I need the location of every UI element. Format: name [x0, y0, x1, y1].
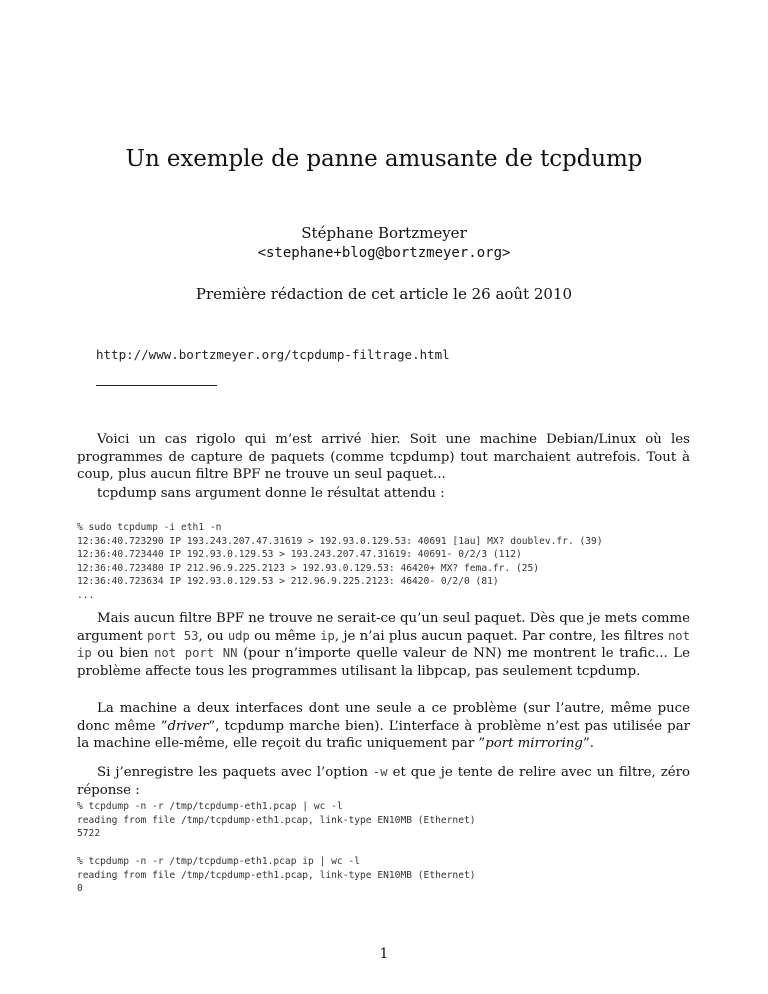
text-run: , ou [198, 628, 228, 644]
code-block-tcpdump-output: % sudo tcpdump -i eth1 -n 12:36:40.723290 IP 193.243.207.47.31619 > 192.93.0.129.53: 40691 [1au] MX? doublev.fr. (39) 12:36:40.723440 IP 192.93.0.129.53 > 193.243.207.47.31619: 40691- 0/2/3 (112) 12:36:40.723480 IP 212.96.9.225.2123 > 192.93.0.129.53: 46420+ MX? fema.fr. (25) 12:36:40.723634 IP 192.93.0.129.53 > 212.96.9.225.2123: 46420- 0/2/0 (81) ... [77, 522, 603, 601]
inline-code-port-53: port 53 [147, 628, 199, 643]
emphasis-driver: driver [167, 718, 209, 734]
article-url[interactable]: http://www.bortzmeyer.org/tcpdump-filtrage.html [96, 347, 450, 362]
inline-code-udp: udp [227, 628, 250, 643]
text-run: Si j’enregistre les paquets avec l’option [97, 765, 373, 780]
emphasis-port-mirroring: port mirroring [485, 736, 583, 751]
text-run: ”, tcpdump marche bien). L’interface à problème n’est pas utilisée par la machine elle-même, elle reçoit du trafic uniquement par ” [77, 718, 690, 751]
paragraph-no-arg [77, 485, 690, 503]
text-run: Mais aucun filtre BPF ne trouve ne serait-ce qu’un seul paquet. Dès que je mets comme argument [77, 611, 690, 644]
author-name: Stéphane Bortzmeyer [301, 224, 467, 242]
author-email: <stephane+blog@bortzmeyer.org> [257, 245, 511, 261]
inline-code-ip: ip [320, 628, 335, 643]
code-block-read-file: % tcpdump -n -r /tmp/tcpdump-eth1.pcap | wc -l reading from file /tmp/tcpdump-eth1.pcap, link-type EN10MB (Ethernet) 5722 [77, 801, 476, 840]
page-number: 1 [379, 946, 389, 962]
inline-code-not-port: not port NN [154, 646, 238, 660]
paragraph-bpf-filters [77, 610, 690, 680]
text-run: (pour n’importe quelle valeur de NN) me montrent le trafic... Le problème affecte tous les programmes utilisant la libpcap, pas seulement tcpdump. [77, 646, 691, 679]
text-run: et que je tente de relire avec un filtre, zéro réponse : [77, 765, 690, 798]
paragraph-interfaces [77, 700, 690, 753]
text-run: , je n’ai plus aucun paquet. Par contre, les filtres [334, 628, 668, 644]
inline-code-w-option: -w [372, 765, 388, 779]
paragraph-intro-text: Voici un cas rigolo qui m’est arrivé hier. Soit une machine Debian/Linux où les programmes de capture de paquets (comme tcpdump) tout marchaient autrefois. Tout à coup, plus aucun filtre BPF ne trouve un seul paquet... [77, 432, 690, 482]
article-title: Un exemple de panne amusante de tcpdump [125, 146, 643, 172]
paragraph-pcap-file [77, 764, 690, 799]
text-run: ou bien [91, 646, 155, 661]
text-run: La machine a deux interfaces dont une seule a ce problème (sur l’autre, même puce donc même ” [77, 701, 690, 734]
publication-date: Première rédaction de cet article le 26 août 2010 [195, 285, 573, 303]
code-block-read-file-filtered: % tcpdump -n -r /tmp/tcpdump-eth1.pcap ip | wc -l reading from file /tmp/tcpdump-eth1.pcap, link-type EN10MB (Ethernet) 0 [77, 856, 476, 895]
paragraph-no-arg-text: tcpdump sans argument donne le résultat attendu : [97, 486, 445, 501]
inline-code-not-ip: not ip [77, 628, 690, 660]
separator-rule [96, 385, 217, 386]
text-run: ou même [249, 628, 321, 644]
text-run: ”. [582, 736, 594, 751]
paragraph-intro [77, 431, 690, 484]
